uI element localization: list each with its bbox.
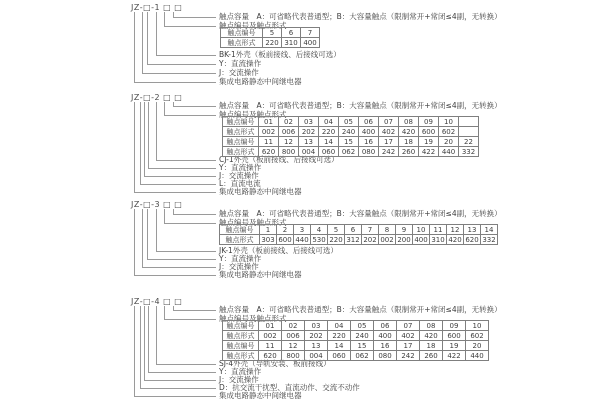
table-cell: 220 [263,38,282,48]
table-cell: 004 [299,147,319,157]
table-cell: 7 [362,225,379,235]
table-row [223,137,479,147]
table-row [220,235,498,245]
annotation-line: L：直流电流 [219,179,261,188]
table-cell: 14 [328,341,351,351]
table-cell: 01 [259,117,279,127]
table-cell: 3 [294,225,311,235]
table-row-label: 触点编号 [220,225,260,235]
table-cell: 11 [259,341,282,351]
table-cell: 11 [430,225,447,235]
table-cell: 220 [319,127,339,137]
table-cell: 14 [481,225,498,235]
table-row [223,341,489,351]
table-cell: 8 [379,225,396,235]
table-cell: 240 [339,127,359,137]
leader-line [134,12,216,83]
table-row-label: 触点形式 [220,235,260,245]
leader-line [134,102,216,193]
table-cell: 402 [379,127,399,137]
table-cell: 400 [374,331,397,341]
table-cell: 202 [363,235,377,244]
annotation-line: J：交流操作 [219,375,259,384]
table-cell: 04 [328,321,351,331]
annotation-line: 触点编号及触点形式 [219,110,287,119]
table-row-label: 触点形式 [221,38,263,48]
table-cell: 220 [329,235,343,244]
annotation-line: 触点编号及触点形式 [219,218,287,227]
table-cell: 260 [420,351,443,361]
table-row [223,321,489,331]
table-cell: 2 [277,225,294,235]
table-cell: 02 [279,117,299,127]
table-cell: 05 [339,117,359,127]
table-cell: 440 [466,351,489,361]
table-cell: 530 [312,235,326,244]
table-cell: 02 [282,321,305,331]
table-cell: 422 [419,147,439,157]
table-cell: 17 [379,137,399,147]
table-cell: 06 [374,321,397,331]
table-cell: 20 [439,137,459,147]
table-cell: 01 [259,321,282,331]
table-row [220,225,498,235]
table-cell: 800 [279,147,299,157]
table-cell: 4 [311,225,328,235]
table-cell: 12 [282,341,305,351]
table-cell: 440 [295,235,309,244]
annotation-line: CJ-1外壳（板前接线、后接线可选） [219,155,339,164]
table-cell: 002 [259,127,279,137]
table-cell: 03 [305,321,328,331]
table-cell [459,117,479,127]
table-cell: 18 [420,341,443,351]
table-cell: 18 [399,137,419,147]
table-cell: 220 [328,331,351,341]
table-cell: 08 [420,321,443,331]
annotation-line: JK-1外壳（板前接线、后接线可选） [219,246,338,255]
table-cell: 5 [328,225,345,235]
table-cell: 080 [359,147,379,157]
model-code: JZ-□-4 □ □ [131,297,183,306]
annotation-line: 触点容量 A：可省略代表普通型；B：大容量触点（限制常开+常闭≤4副，无转换） [219,12,502,21]
table-cell: 002 [380,235,394,244]
table-cell: 07 [397,321,420,331]
table-cell: 402 [397,331,420,341]
annotation-line: SJ-4外壳（导轨安装、板前接线） [219,359,331,368]
annotation-line: J：交流操作 [219,68,259,77]
contact-code-table [222,320,489,361]
table-cell: 310 [431,235,445,244]
annotation-line: Y：直流操作 [219,254,262,263]
table-cell: 800 [282,351,305,361]
table-row-label: 触点编号 [223,137,259,147]
table-cell: 09 [419,117,439,127]
table-cell: 22 [459,137,479,147]
table-row [223,331,489,341]
table-cell: 312 [346,235,360,244]
table-cell: 004 [305,351,328,361]
model-code: JZ-□-1 □ □ [131,3,183,12]
table-cell: 11 [259,137,279,147]
annotation-line: 集成电路静态中间继电器 [219,77,302,86]
table-cell: 600 [278,235,292,244]
annotation-line: 集成电路静态中间继电器 [219,270,302,279]
annotation-line: J：交流操作 [219,262,259,271]
table-cell: 13 [305,341,328,351]
contact-code-table [219,224,498,245]
table-cell: 6 [345,225,362,235]
table-cell: 15 [351,341,374,351]
table-row [223,147,479,157]
table-cell: 310 [282,38,301,48]
table-row-label: 触点形式 [223,147,259,157]
table-cell: 242 [379,147,399,157]
table-cell: 332 [459,147,479,157]
table-cell: 080 [374,351,397,361]
model-code: JZ-□-3 □ □ [131,200,183,209]
table-cell: 13 [464,225,481,235]
annotation-line: 触点容量 A：可省略代表普通型；B：大容量触点（限制常开+常闭≤4副，无转换） [219,209,502,218]
table-cell: 420 [399,127,419,137]
table-cell: 062 [351,351,374,361]
table-row-label: 触点形式 [223,351,259,361]
table-cell: 400 [414,235,428,244]
table-cell: 10 [413,225,430,235]
leader-line [134,306,216,397]
table-cell: 12 [447,225,464,235]
table-cell: 400 [359,127,379,137]
annotation-line: Y：直流操作 [219,163,262,172]
table-cell: 600 [443,331,466,341]
table-cell: 07 [379,117,399,127]
annotation-line: 集成电路静态中间继电器 [219,391,302,400]
table-cell: 09 [443,321,466,331]
table-cell: 400 [301,38,320,48]
annotation-line: D：抗交流干扰型、直流动作、交流不动作 [219,383,360,392]
table-cell: 620 [465,235,479,244]
annotation-line: J：交流操作 [219,171,259,180]
table-row [223,351,489,361]
table-cell [459,127,479,137]
table-cell: 202 [305,331,328,341]
table-cell: 14 [319,137,339,147]
table-cell: 422 [443,351,466,361]
table-cell: 03 [299,117,319,127]
table-cell: 16 [359,137,379,147]
annotation-line: 触点容量 A：可省略代表普通型；B：大容量触点（限制常开+常闭≤4副，无转换） [219,305,502,314]
annotation-line: 触点容量 A：可省略代表普通型；B：大容量触点（限制常开+常闭≤4副，无转换） [219,101,502,110]
table-cell: 006 [282,331,305,341]
table-cell: 620 [259,351,282,361]
table-cell: 5 [263,28,282,38]
table-cell: 602 [439,127,459,137]
table-cell: 6 [282,28,301,38]
contact-code-table [220,27,320,48]
table-cell: 242 [397,351,420,361]
table-cell: 620 [259,147,279,157]
table-cell: 303 [261,235,275,244]
table-row-label: 触点编号 [223,341,259,351]
model-code: JZ-□-2 □ □ [131,93,183,102]
table-cell: 05 [351,321,374,331]
table-cell: 16 [374,341,397,351]
table-row [223,127,479,137]
contact-code-table [222,116,479,157]
annotation-line: BK-1外壳（板前接线、后接线可选） [219,50,341,59]
table-cell: 260 [399,147,419,157]
table-cell: 060 [328,351,351,361]
table-row [223,117,479,127]
table-cell: 10 [439,117,459,127]
table-cell: 602 [466,331,489,341]
table-cell: 420 [448,235,462,244]
table-cell: 7 [301,28,320,38]
table-cell: 202 [299,127,319,137]
annotation-line: Y：直流操作 [219,367,262,376]
table-cell: 08 [399,117,419,127]
table-cell: 440 [439,147,459,157]
table-cell: 062 [339,147,359,157]
leader-line [134,209,216,276]
table-cell: 12 [279,137,299,147]
table-cell: 240 [351,331,374,341]
table-cell: 060 [319,147,339,157]
table-cell: 06 [359,117,379,127]
table-cell: 002 [259,331,282,341]
table-cell: 332 [482,235,496,244]
table-row [221,38,320,48]
table-cell: 19 [443,341,466,351]
table-cell: 10 [466,321,489,331]
table-cell: 15 [339,137,359,147]
table-row [221,28,320,38]
table-cell: 200 [397,235,411,244]
annotation-line: 触点编号及触点形式 [219,21,287,30]
table-cell: 17 [397,341,420,351]
table-row-label: 触点形式 [223,127,259,137]
table-cell: 9 [396,225,413,235]
annotation-line: Y：直流操作 [219,59,262,68]
table-cell: 1 [260,225,277,235]
table-row-label: 触点编号 [221,28,263,38]
table-cell: 20 [466,341,489,351]
table-row-label: 触点形式 [223,331,259,341]
table-row-label: 触点编号 [223,321,259,331]
table-cell: 006 [279,127,299,137]
table-cell: 13 [299,137,319,147]
table-cell: 19 [419,137,439,147]
table-cell: 04 [319,117,339,127]
table-row-label: 触点编号 [223,117,259,127]
table-cell: 600 [419,127,439,137]
annotation-line: 触点编号及触点形式 [219,314,287,323]
annotation-line: 集成电路静态中间继电器 [219,187,302,196]
table-cell: 420 [420,331,443,341]
